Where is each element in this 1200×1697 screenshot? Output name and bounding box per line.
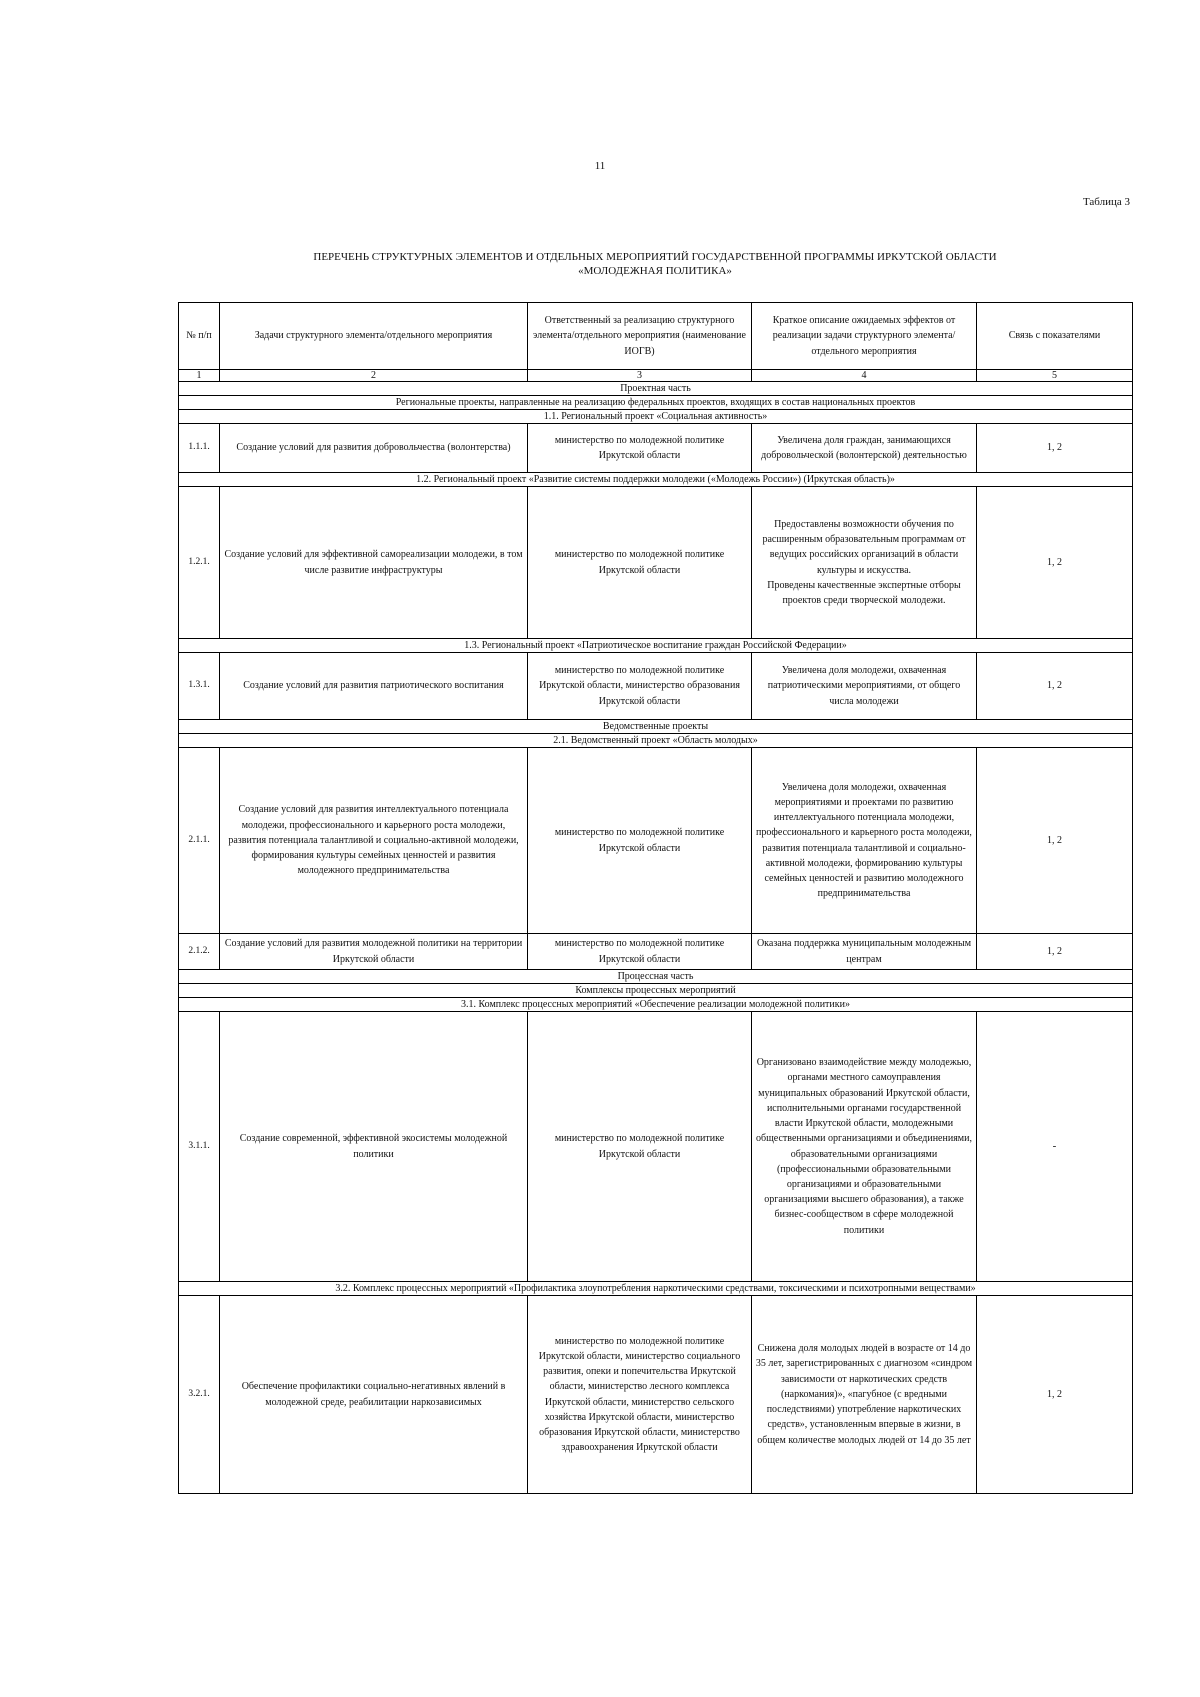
title-line-2: «МОЛОДЕЖНАЯ ПОЛИТИКА» bbox=[578, 265, 732, 277]
row-description-part: Проведены качественные экспертные отборы проектов среди творческой молодежи. bbox=[767, 579, 961, 606]
table-label: Таблица 3 bbox=[1082, 196, 1130, 208]
table-row bbox=[179, 487, 1133, 639]
row-indicators: 1, 2 bbox=[977, 934, 1133, 970]
row-description bbox=[752, 487, 977, 639]
row-indicators: - bbox=[977, 1012, 1133, 1282]
row-indicators: 1, 2 bbox=[977, 1296, 1133, 1494]
row-responsible: министерство по молодежной политике Иркутской области bbox=[528, 487, 752, 639]
row-task: Создание условий для развития молодежной политики на территории Иркутской области bbox=[220, 934, 528, 970]
row-indicators: 1, 2 bbox=[977, 748, 1133, 934]
section-heading: 1.3. Региональный проект «Патриотическое воспитание граждан Российской Федерации» bbox=[179, 639, 1133, 653]
row-task: Создание современной, эффективной экосистемы молодежной политики bbox=[220, 1012, 528, 1282]
table-row bbox=[179, 653, 1133, 720]
row-description: Увеличена доля молодежи, охваченная мероприятиями и проектами по развитию интеллектуального потенциала молодежи, профессионального и карьерного роста молодежи, развития потенциала талантливой и социально-активной молодежи, формированию культуры семейных ценностей и развитию молодежного предпринимательства bbox=[752, 748, 977, 934]
row-description: Увеличена доля молодежи, охваченная патриотическими мероприятиями, от общего числа молодежи bbox=[752, 653, 977, 720]
row-task: Создание условий для развития интеллектуального потенциала молодежи, профессионального и карьерного роста молодежи, развития потенциала талантливой и социально-активной молодежи, формирования культуры семейных ценностей и развития молодежного предпринимательства bbox=[220, 748, 528, 934]
row-indicators: 1, 2 bbox=[977, 487, 1133, 639]
section-heading: 3.1. Комплекс процессных мероприятий «Обеспечение реализации молодежной политики» bbox=[179, 998, 1133, 1012]
table-row bbox=[179, 424, 1133, 473]
section-heading: 2.1. Ведомственный проект «Область молодых» bbox=[179, 734, 1133, 748]
header-number: № п/п bbox=[179, 303, 220, 370]
row-number: 2.1.2. bbox=[179, 934, 220, 970]
column-number-row bbox=[179, 370, 1133, 382]
row-number: 3.1.1. bbox=[179, 1012, 220, 1282]
column-number: 3 bbox=[528, 370, 752, 382]
document-title bbox=[180, 250, 1130, 278]
row-indicators: 1, 2 bbox=[977, 653, 1133, 720]
section-heading: Комплексы процессных мероприятий bbox=[179, 984, 1133, 998]
row-task: Создание условий для эффективной самореализации молодежи, в том числе развитие инфраструктуры bbox=[220, 487, 528, 639]
section-heading: Региональные проекты, направленные на реализацию федеральных проектов, входящих в состав национальных проектов bbox=[179, 396, 1133, 410]
row-description: Снижена доля молодых людей в возрасте от 14 до 35 лет, зарегистрированных с диагнозом «синдром зависимости от наркотических средств (наркомания)», «пагубное (с вредными последствиями) употребление наркотических средств», установленным впервые в жизни, в общем количестве молодых людей от 14 до 35 лет bbox=[752, 1296, 977, 1494]
row-number: 3.2.1. bbox=[179, 1296, 220, 1494]
column-number: 2 bbox=[220, 370, 528, 382]
header-responsible: Ответственный за реализацию структурного элемента/отдельного мероприятия (наименование ИОГВ) bbox=[528, 303, 752, 370]
section-heading: 1.2. Региональный проект «Развитие системы поддержки молодежи («Молодежь России») (Иркутская область)» bbox=[179, 473, 1133, 487]
row-number: 2.1.1. bbox=[179, 748, 220, 934]
row-number: 1.1.1. bbox=[179, 424, 220, 473]
section-heading: Процессная часть bbox=[179, 970, 1133, 984]
row-responsible: министерство по молодежной политике Иркутской области bbox=[528, 424, 752, 473]
row-responsible: министерство по молодежной политике Иркутской области, министерство образования Иркутской области bbox=[528, 653, 752, 720]
header-indicators: Связь с показателями bbox=[977, 303, 1133, 370]
row-task: Создание условий для развития патриотического воспитания bbox=[220, 653, 528, 720]
title-line-1: ПЕРЕЧЕНЬ СТРУКТУРНЫХ ЭЛЕМЕНТОВ И ОТДЕЛЬНЫХ МЕРОПРИЯТИЙ ГОСУДАРСТВЕННОЙ ПРОГРАММЫ ИРКУТСКОЙ ОБЛАСТИ bbox=[313, 251, 997, 263]
table-row bbox=[179, 934, 1133, 970]
page-number: 11 bbox=[594, 160, 606, 172]
program-table bbox=[178, 302, 1133, 1494]
row-responsible: министерство по молодежной политике Иркутской области, министерство социального развития, опеки и попечительства Иркутской области, министерство лесного комплекса Иркутской области, министерство сельского хозяйства Иркутской области, министерство образования Иркутской области, министерство здравоохранения Иркутской области bbox=[528, 1296, 752, 1494]
section-heading: Ведомственные проекты bbox=[179, 720, 1133, 734]
row-description: Организовано взаимодействие между молодежью, органами местного самоуправления муниципальных образований Иркутской области, исполнительными органами государственной власти Иркутской области, молодежными общественными организациями и объединениями, образовательными организациями (профессиональными образовательными организациями и образовательными организациями высшего образования), а также бизнес-сообществом в сфере молодежной политики bbox=[752, 1012, 977, 1282]
table-row bbox=[179, 748, 1133, 934]
row-description-part: Предоставлены возможности обучения по расширенным образовательным программам от ведущих российских организаций в области культуры и искусства. bbox=[762, 518, 966, 576]
table-header-row bbox=[179, 303, 1133, 370]
row-description: Увеличена доля граждан, занимающихся добровольческой (волонтерской) деятельностью bbox=[752, 424, 977, 473]
row-responsible: министерство по молодежной политике Иркутской области bbox=[528, 934, 752, 970]
row-indicators: 1, 2 bbox=[977, 424, 1133, 473]
table-row bbox=[179, 1012, 1133, 1282]
section-heading: 3.2. Комплекс процессных мероприятий «Профилактика злоупотребления наркотическими средствами, токсическими и психотропными веществами» bbox=[179, 1282, 1133, 1296]
column-number: 5 bbox=[977, 370, 1133, 382]
row-responsible: министерство по молодежной политике Иркутской области bbox=[528, 748, 752, 934]
row-task: Обеспечение профилактики социально-негативных явлений в молодежной среде, реабилитации наркозависимых bbox=[220, 1296, 528, 1494]
column-number: 1 bbox=[179, 370, 220, 382]
section-heading: 1.1. Региональный проект «Социальная активность» bbox=[179, 410, 1133, 424]
row-number: 1.3.1. bbox=[179, 653, 220, 720]
header-description: Краткое описание ожидаемых эффектов от реализации задачи структурного элемента/отдельного мероприятия bbox=[752, 303, 977, 370]
row-task: Создание условий для развития добровольчества (волонтерства) bbox=[220, 424, 528, 473]
row-responsible: министерство по молодежной политике Иркутской области bbox=[528, 1012, 752, 1282]
header-task: Задачи структурного элемента/отдельного мероприятия bbox=[220, 303, 528, 370]
table-row bbox=[179, 1296, 1133, 1494]
column-number: 4 bbox=[752, 370, 977, 382]
row-number: 1.2.1. bbox=[179, 487, 220, 639]
section-heading: Проектная часть bbox=[179, 382, 1133, 396]
row-description: Оказана поддержка муниципальным молодежным центрам bbox=[752, 934, 977, 970]
